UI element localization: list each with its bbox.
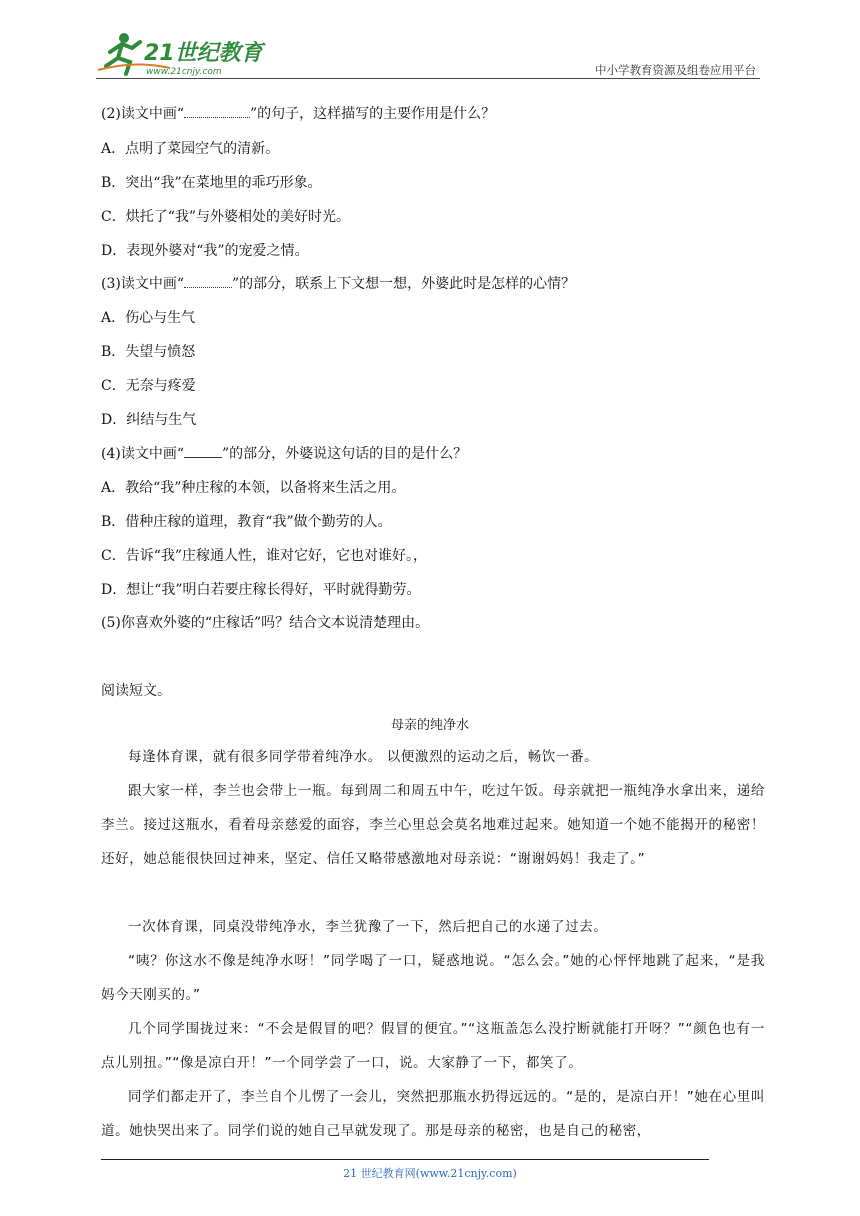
header-divider xyxy=(96,78,760,79)
footer-divider xyxy=(101,1159,709,1160)
question-2-prefix: (2)读文中画“ xyxy=(101,106,184,122)
passage-paragraph-6: 同学们都走开了，李兰自个儿愣了一会儿，突然把那瓶水扔得远远的。“是的，是凉白开！”她在心里叫道。她快哭出来了。同学们说的她自己早就发现了。那是母亲的秘密，也是自己的秘密， xyxy=(101,1089,765,1139)
question-2-suffix: ”的句子，这样描写的主要作用是什么？ xyxy=(250,106,496,122)
q4-option-b: B．借种庄稼的道理，教育“我”做个勤劳的人。 xyxy=(101,514,392,530)
passage-paragraph-1: 每逢体育课，就有很多同学带着纯净水。 以便激烈的运动之后，畅饮一番。 xyxy=(128,749,599,765)
question-3-prefix: (3)读文中画“ xyxy=(101,276,184,292)
logo-url: www.21cnjy.com xyxy=(146,67,222,77)
q2-option-b: B．突出“我”在菜地里的乖巧形象。 xyxy=(101,175,322,191)
q2-option-c: C．烘托了“我”与外婆相处的美好时光。 xyxy=(101,209,351,225)
page-header xyxy=(96,30,760,80)
question-4-suffix: ”的部分，外婆说这句话的目的是什么？ xyxy=(222,446,468,462)
21cnjy-logo xyxy=(96,30,266,78)
question-5: (5)你喜欢外婆的“庄稼话”吗？结合文本说清楚理由。 xyxy=(101,615,430,631)
question-4-prefix: (4)读文中画“ xyxy=(101,446,184,462)
q3-option-a: A．伤心与生气 xyxy=(101,310,196,326)
passage-title: 母亲的纯净水 xyxy=(390,718,469,733)
q3-option-d: D．纠结与生气 xyxy=(101,412,197,428)
logo-wordmark: 21世纪教育 xyxy=(144,41,263,66)
q2-option-a: A．点明了菜园空气的清新。 xyxy=(101,141,280,157)
passage-paragraph-3: 一次体育课，同桌没带纯净水，李兰犹豫了一下，然后把自己的水递了过去。 xyxy=(128,919,608,935)
question-4 xyxy=(101,444,467,464)
question-4-blank xyxy=(184,445,222,458)
question-2-blank xyxy=(184,105,250,118)
q3-option-b: B．失望与愤怒 xyxy=(101,344,196,360)
q4-option-c: C．告诉“我”庄稼通人性，谁对它好，它也对谁好。， xyxy=(101,548,428,564)
q4-option-a: A．教给“我”种庄稼的本领，以备将来生活之用。 xyxy=(101,480,406,496)
footer-site[interactable]: 21 世纪教育网(www.21cnjy.com) xyxy=(343,1167,517,1180)
q2-option-d: D．表现外婆对“我”的宠爱之情。 xyxy=(101,243,309,259)
q3-option-c: C．无奈与疼爱 xyxy=(101,378,196,394)
question-2 xyxy=(101,104,495,124)
passage-paragraph-2: 跟大家一样，李兰也会带上一瓶。每到周二和周五中午，吃过午饭。母亲就把一瓶纯净水拿出来，递给李兰。接过这瓶水，看着母亲慈爱的面容，李兰心里总会莫名地难过起来。她知道一个她不能揭开的秘密！还好，她总能很快回过神来，坚定、信任又略带感激地对母亲说：“谢谢妈妈！我走了。” xyxy=(101,783,765,867)
question-3 xyxy=(101,274,575,294)
reading-intro: 阅读短文。 xyxy=(101,683,171,699)
question-3-blank xyxy=(184,275,232,288)
passage-paragraph-4: “咦？你这水不像是纯净水呀！”同学喝了一口，疑惑地说。“怎么会。”她的心怦怦地跳了起来，“是我妈今天刚买的。” xyxy=(101,953,765,1003)
passage-paragraph-5: 几个同学围拢过来：“不会是假冒的吧？假冒的便宜。”“这瓶盖怎么没拧断就能打开呀？”“颜色也有一点儿别扭。”“像是凉白开！”一个同学尝了一口，说。大家静了一下，都笑了。 xyxy=(101,1021,765,1071)
question-3-suffix: ”的部分，联系上下文想一想，外婆此时是怎样的心情？ xyxy=(232,276,576,292)
platform-name: 中小学教育资源及组卷应用平台 xyxy=(595,63,756,77)
q4-option-d: D．想让“我”明白若要庄稼长得好，平时就得勤劳。 xyxy=(101,582,421,598)
